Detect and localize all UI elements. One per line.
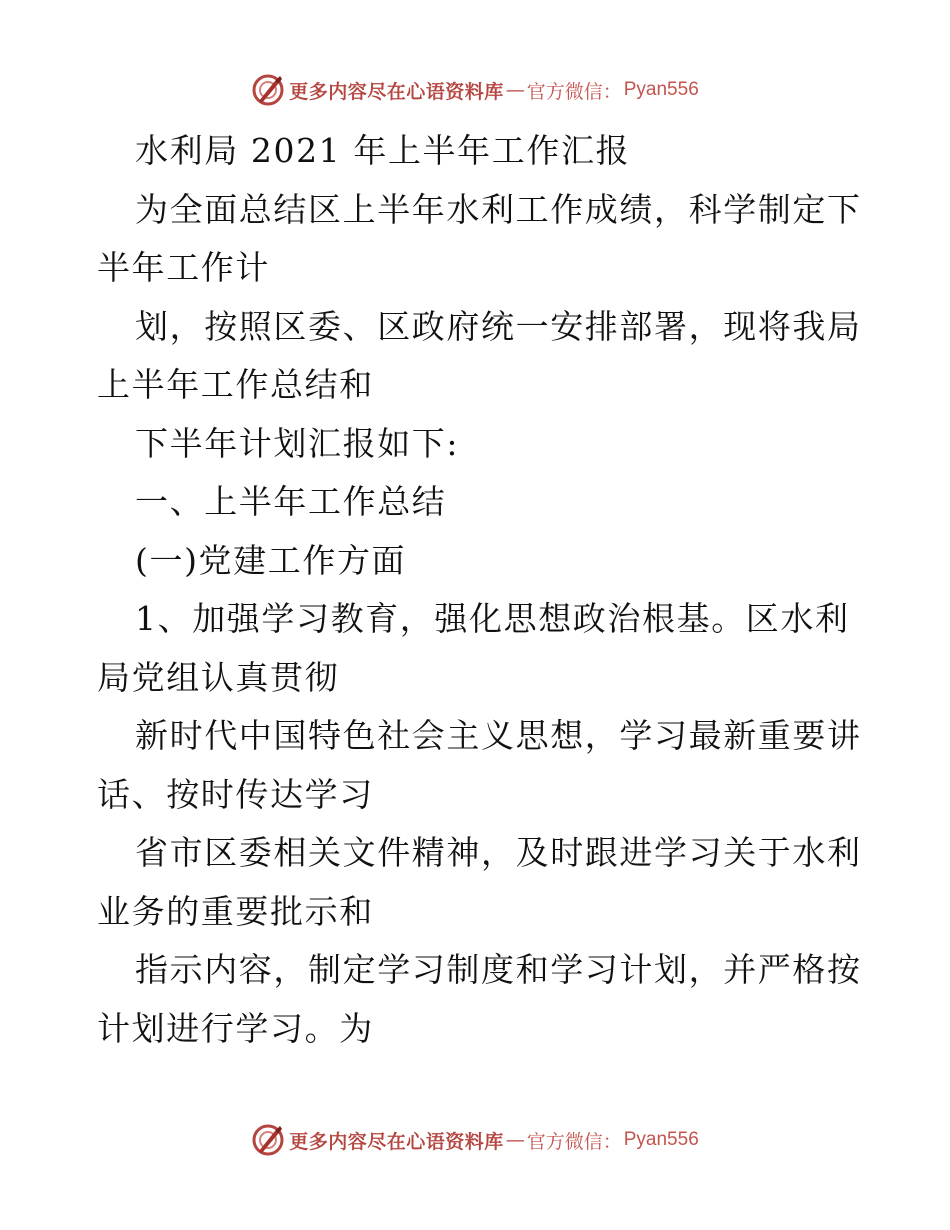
- watermark-brand-text: 更多内容尽在心语资料库: [289, 1130, 504, 1153]
- watermark-wechat-id: Pyan556: [623, 1129, 699, 1150]
- document-line: 为全面总结区上半年水利工作成绩，科学制定下: [135, 189, 862, 229]
- document-line: 下半年计划汇报如下:: [135, 423, 460, 463]
- document-line: 一、上半年工作总结: [135, 482, 447, 521]
- document-title: 水利局 2021 年上半年工作汇报: [135, 131, 631, 170]
- document-line: 指示内容，制定学习制度和学习计划，并严格按: [135, 950, 862, 989]
- watermark-wechat-id: Pyan556: [623, 79, 699, 100]
- document-line: 业务的重要批示和: [97, 891, 374, 931]
- pen-logo-icon: [251, 73, 285, 107]
- watermark-official-label: 官方微信：: [526, 1130, 622, 1153]
- document-line: 局党组认真贯彻: [97, 657, 340, 697]
- document-line: 话、按时传达学习: [97, 774, 374, 814]
- document-line: 划，按照区委、区政府统一安排部署，现将我局: [135, 306, 862, 346]
- document-line: 半年工作计: [97, 248, 270, 287]
- document-line: (一)党建工作方面: [135, 540, 407, 580]
- header-watermark: [0, 70, 950, 110]
- document-line: 计划进行学习。为: [97, 1008, 374, 1048]
- watermark-brand-text: 更多内容尽在心语资料库: [289, 80, 504, 103]
- document-line: 1、加强学习教育，强化思想政治根基。区水利: [135, 599, 850, 638]
- document-line: 上半年工作总结和: [97, 365, 374, 404]
- document-line: 新时代中国特色社会主义思想，学习最新重要讲: [135, 716, 862, 755]
- document-body: [97, 122, 862, 1058]
- footer-watermark: [0, 1120, 950, 1160]
- watermark-dash: —: [505, 79, 525, 101]
- watermark-official-label: 官方微信：: [526, 80, 622, 103]
- pen-logo-icon: [251, 1123, 285, 1157]
- watermark-dash: —: [505, 1129, 525, 1151]
- document-line: 省市区委相关文件精神，及时跟进学习关于水利: [135, 833, 862, 872]
